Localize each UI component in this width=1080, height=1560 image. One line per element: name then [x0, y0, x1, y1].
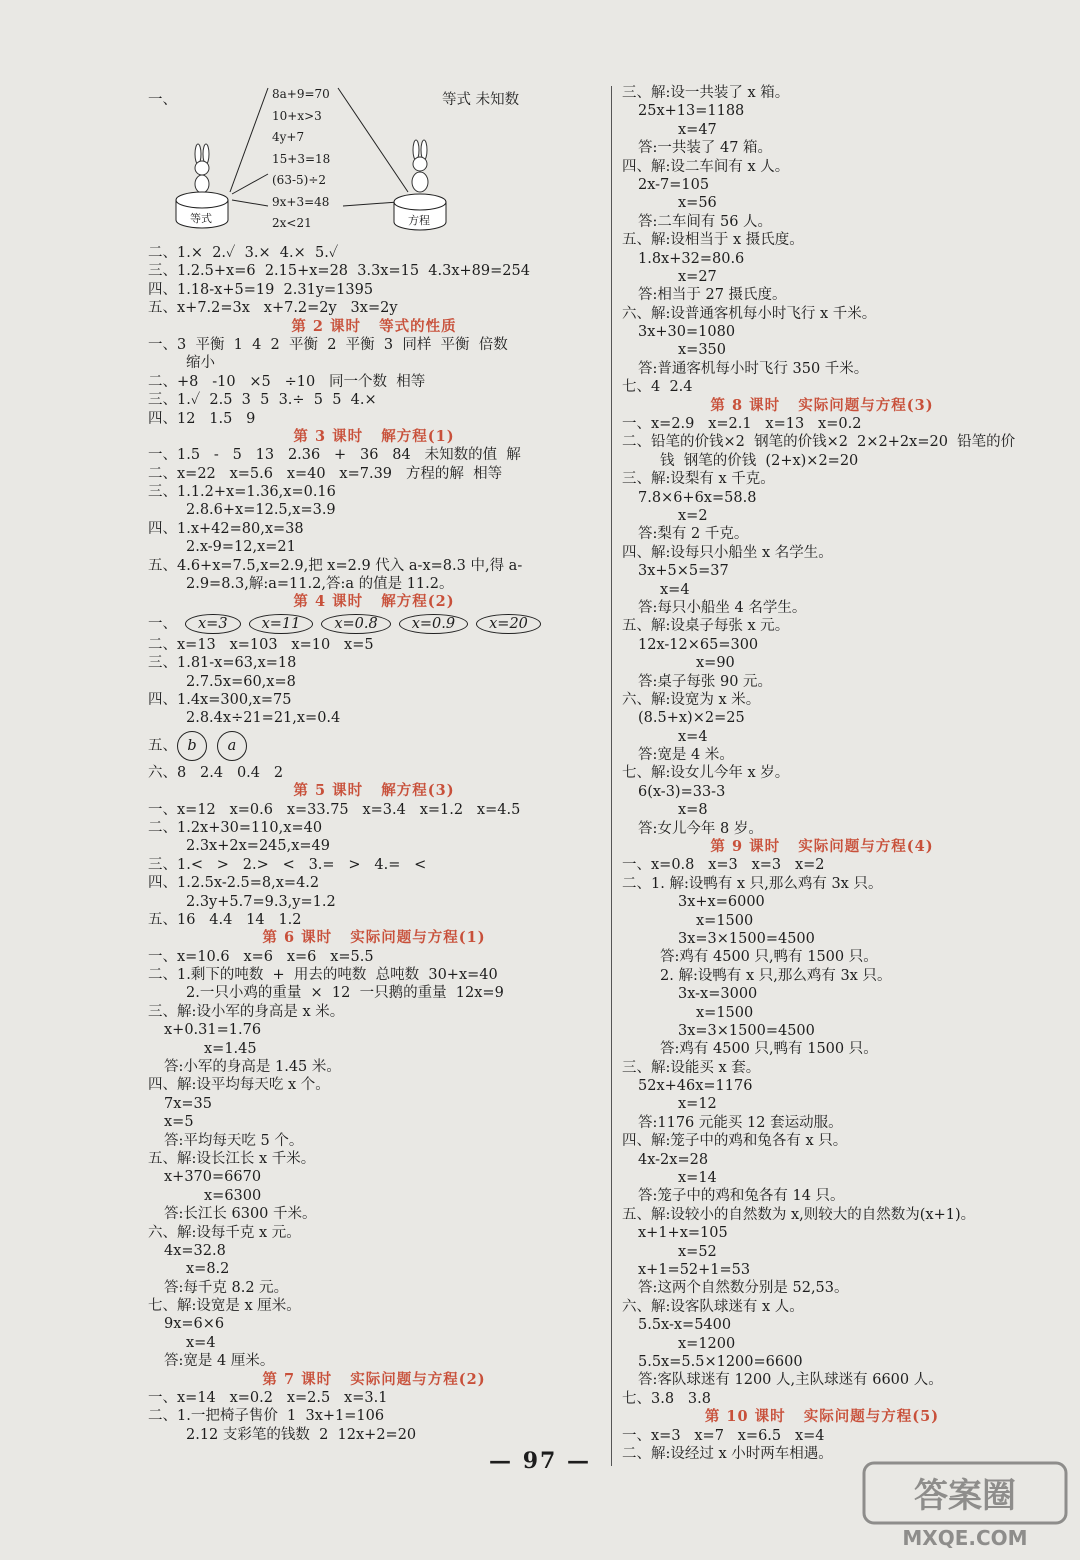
answer-line: 二、x=13 x=103 x=10 x=5 — [148, 636, 374, 653]
answer-line: 答:客队球迷有 1200 人,主队球迷有 6600 人。 — [638, 1372, 943, 1389]
link-line — [338, 88, 408, 192]
answer-line: 六、解:设每千克 x 元。 — [148, 1224, 301, 1241]
answer-line: 一、x=14 x=0.2 x=2.5 x=3.1 — [148, 1390, 388, 1407]
answer-line: 答:相当于 27 摄氏度。 — [638, 287, 787, 304]
answer-line: 9x=6×6 — [164, 1316, 225, 1333]
answer-line: 一、x=3 x=7 x=6.5 x=4 — [622, 1427, 825, 1444]
answer-line: 2.8.4x÷21=21,x=0.4 — [186, 710, 341, 727]
answer-line: 一、3 平衡 1 4 2 平衡 2 平衡 3 同样 平衡 倍数 — [148, 336, 508, 353]
answer-line: 七、解:设宽是 x 厘米。 — [148, 1298, 301, 1315]
answer-line: 2.8.6+x=12.5,x=3.9 — [186, 502, 336, 519]
answer-line: 三、解:设一共装了 x 箱。 — [622, 85, 790, 101]
answer-line: 四、1.2.5x-2.5=8,x=4.2 — [148, 875, 320, 892]
answer-line: 答:宽是 4 厘米。 — [164, 1353, 275, 1370]
rabbit-left-icon — [195, 144, 209, 193]
answer-line: x=27 — [678, 268, 717, 285]
answer-line: x=47 — [678, 121, 717, 138]
answer-line: 25x+13=1188 — [638, 103, 745, 120]
answer-line: 3x=3×1500=4500 — [678, 930, 815, 947]
answer-line: 4x=32.8 — [164, 1242, 226, 1259]
answer-line: 一、x=12 x=0.6 x=33.75 x=3.4 x=1.2 x=4.5 — [148, 801, 521, 818]
answer-line: 五、x+7.2=3x x+7.2=2y 3x=2y — [148, 300, 398, 317]
circled-answer: a — [217, 731, 247, 761]
answer-line: 答:1176 元能买 12 套运动服。 — [638, 1114, 843, 1131]
answer-line: 钱 钢笔的价钱 (2+x)×2=20 — [660, 452, 859, 469]
answer-line: 一、1.5 - 5 13 2.36 + 36 84 未知数的值 解 — [148, 447, 521, 464]
answer-line: 四、解:设平均每天吃 x 个。 — [148, 1077, 330, 1094]
answer-line: 四、解:设每只小船坐 x 名学生。 — [622, 544, 833, 561]
answer-line: 5.5x-x=5400 — [638, 1317, 732, 1334]
answer-line: 三、1.2.5+x=6 2.15+x=28 3.3x=15 4.3x+89=254 — [148, 263, 530, 280]
answer-line: x=90 — [696, 655, 735, 672]
answer-line: 四、解:设二车间有 x 人。 — [622, 158, 790, 175]
row-prefix: 一、 — [148, 615, 177, 632]
answer-line: 2.7.5x=60,x=8 — [186, 673, 296, 690]
answer-line: x=4 — [678, 728, 708, 745]
answer-line: (8.5+x)×2=25 — [638, 710, 745, 727]
answer-line: 一、x=10.6 x=6 x=6 x=5.5 — [148, 948, 374, 965]
answer-line: 2.一只小鸡的重量 × 12 一只鹅的重量 12x=9 — [186, 985, 504, 1002]
link-line — [232, 200, 268, 206]
answer-line: x=1500 — [696, 1004, 754, 1021]
answer-line: 5.5x=5.5×1200=6600 — [638, 1353, 803, 1370]
answer-line: 七、3.8 3.8 — [622, 1390, 711, 1407]
answer-line: x=56 — [678, 195, 717, 212]
answer-line: 52x+46x=1176 — [638, 1078, 753, 1095]
column-divider — [611, 86, 612, 1466]
answer-line: x=8.2 — [186, 1261, 230, 1278]
pedestal-label-right: 方程 — [408, 214, 430, 227]
answer-line: 7x=35 — [164, 1095, 213, 1112]
lesson-heading: 第 7 课时 实际问题与方程(2) — [262, 1370, 486, 1388]
answer-line: 六、解:设宽为 x 米。 — [622, 691, 761, 708]
answer-line: 三、解:设小军的身高是 x 米。 — [148, 1003, 345, 1020]
diagram-prefix: 一、 — [148, 92, 177, 108]
answer-line: 2.12 支彩笔的钱数 2 12x+2=20 — [186, 1426, 417, 1443]
watermark-text-1: 答案圈 — [914, 1476, 1016, 1516]
answer-line: 答:鸡有 4500 只,鸭有 1500 只。 — [660, 949, 878, 966]
answer-line: 六、解:设客队球迷有 x 人。 — [622, 1298, 804, 1315]
lesson-heading: 第 5 课时 解方程(3) — [293, 782, 455, 800]
lesson-heading: 第 9 课时 实际问题与方程(4) — [710, 838, 934, 856]
diagram-expression: 4y+7 — [272, 130, 305, 144]
link-line — [230, 88, 268, 192]
answer-line: 12x-12×65=300 — [638, 636, 759, 653]
answer-line: 缩小 — [186, 355, 215, 372]
answer-line: x=52 — [678, 1243, 717, 1260]
diagram-expression: 9x+3=48 — [272, 194, 330, 209]
answer-line: 4x-2x=28 — [638, 1151, 709, 1168]
answer-line: 6(x-3)=33-3 — [638, 783, 726, 800]
answer-line: 答:每千克 8.2 元。 — [164, 1279, 289, 1296]
answer-line: 七、4 2.4 — [622, 379, 693, 396]
answer-line: x=1200 — [678, 1335, 736, 1352]
answer-line: 五、解:设桌子每张 x 元。 — [622, 618, 790, 635]
diagram-expression: 15+3=18 — [272, 151, 331, 166]
answer-line: 答:宽是 4 米。 — [638, 747, 734, 764]
answer-line: x=350 — [678, 342, 727, 359]
answer-line: 三、1.✓ 2.5 3 5 3.÷ 5 5 4.× — [148, 392, 377, 409]
answer-line: x=1500 — [696, 912, 754, 929]
answer-line: 五、16 4.4 14 1.2 — [148, 911, 302, 928]
answer-line: 2. 解:设鸭有 x 只,那么鸡有 3x 只。 — [660, 967, 892, 984]
answer-line: 答:长江长 6300 千米。 — [164, 1206, 317, 1223]
answer-line: 2x-7=105 — [638, 176, 710, 193]
answer-line: 答:二车间有 56 人。 — [638, 213, 773, 230]
answer-line: 四、1.18-x+5=19 2.31y=1395 — [148, 281, 374, 298]
answer-line: 五、解:设较小的自然数为 x,则较大的自然数为(x+1)。 — [622, 1206, 976, 1223]
answer-line: 3x+x=6000 — [678, 894, 765, 911]
answer-line: x+370=6670 — [164, 1169, 262, 1186]
link-line — [343, 202, 398, 206]
answer-line: 答:平均每天吃 5 个。 — [164, 1132, 304, 1149]
answer-line: 三、解:设能买 x 套。 — [622, 1059, 761, 1076]
diagram-expression: 10+x>3 — [272, 108, 322, 123]
left-answer-lines — [148, 244, 600, 1444]
answer-line: 五、解:设长江长 x 千米。 — [148, 1150, 316, 1167]
answer-line: 四、1.4x=300,x=75 — [148, 691, 292, 708]
answer-line: 答:笼子中的鸡和兔各有 14 只。 — [638, 1188, 845, 1205]
diagram-expression-list — [272, 84, 330, 235]
answer-line: x=8 — [678, 802, 708, 819]
answer-line: x+0.31=1.76 — [164, 1022, 262, 1039]
answer-line: 答:这两个自然数分别是 52,53。 — [638, 1280, 849, 1297]
answer-line: x=6300 — [204, 1187, 262, 1204]
answer-line: 二、1.一把椅子售价 1 3x+1=106 — [148, 1408, 385, 1425]
answer-line: 四、1.x+42=80,x=38 — [148, 520, 304, 537]
answer-line: 二、x=22 x=5.6 x=40 x=7.39 方程的解 相等 — [148, 465, 503, 482]
oval-answer: x=11 — [249, 614, 314, 634]
answer-line: x=12 — [678, 1096, 717, 1113]
answer-line: 3x+30=1080 — [638, 324, 736, 341]
answer-line: 二、解:设经过 x 小时两车相遇。 — [622, 1445, 833, 1462]
answer-line: 二、1.× 2.✓ 3.× 4.× 5.✓ — [148, 245, 339, 261]
answer-line: 二、1. 解:设鸭有 x 只,那么鸡有 3x 只。 — [622, 875, 883, 892]
answer-line: 二、铅笔的价钱×2 钢笔的价钱×2 2×2+2x=20 铅笔的价 — [622, 434, 1016, 451]
answer-line: 五、4.6+x=7.5,x=2.9,把 x=2.9 代入 a-x=8.3 中,得 a- — [148, 557, 523, 574]
answer-line: 答:一共装了 47 箱。 — [638, 140, 773, 157]
answer-line: 答:鸡有 4500 只,鸭有 1500 只。 — [660, 1041, 878, 1058]
answer-line: x=2 — [678, 507, 708, 524]
answer-line: x=14 — [678, 1170, 717, 1187]
answer-line: 二、1.剩下的吨数 + 用去的吨数 总吨数 30+x=40 — [148, 967, 498, 984]
answer-line: x=4 — [186, 1334, 216, 1351]
answer-line: 答:桌子每张 90 元。 — [638, 673, 773, 690]
answer-line: 四、12 1.5 9 — [148, 410, 256, 427]
left-column — [148, 84, 600, 1444]
lesson-heading: 第 10 课时 实际问题与方程(5) — [704, 1408, 940, 1426]
oval-answer: x=0.8 — [321, 614, 390, 634]
answer-line: 一、x=0.8 x=3 x=3 x=2 — [622, 857, 825, 874]
answer-line: 三、1.1.2+x=1.36,x=0.16 — [148, 484, 336, 501]
watermark-text-2: MXQE.COM — [902, 1526, 1028, 1550]
diagram-header: 等式 未知数 — [442, 92, 520, 108]
answer-line: x=5 — [164, 1114, 194, 1131]
answer-line: 7.8×6+6x=58.8 — [638, 489, 757, 506]
answer-line: x+1+x=105 — [638, 1225, 728, 1242]
answer-line: 三、1.81-x=63,x=18 — [148, 655, 297, 672]
answer-line: 三、解:设梨有 x 千克。 — [622, 471, 775, 488]
diagram-expression: (63-5)÷2 — [272, 173, 327, 187]
answer-line: 3x=3×1500=4500 — [678, 1022, 815, 1039]
answer-line: 六、8 2.4 0.4 2 — [148, 764, 284, 781]
lesson-heading: 第 4 课时 解方程(2) — [293, 593, 455, 611]
answer-line: 六、解:设普通客机每小时飞行 x 千米。 — [622, 305, 877, 322]
answer-line: 1.8x+32=80.6 — [638, 250, 745, 267]
answer-line: x=1.45 — [204, 1040, 257, 1057]
oval-answer: x=3 — [185, 614, 241, 634]
answer-line: 2.3y+5.7=9.3,y=1.2 — [186, 893, 336, 910]
answer-line: 五、解:设相当于 x 摄氏度。 — [622, 232, 804, 249]
answer-line: 答:普通客机每小时飞行 350 千米。 — [638, 360, 869, 377]
oval-answer-row — [148, 612, 600, 636]
diagram-expression: 8a+9=70 — [272, 87, 330, 101]
row-prefix: 五、 — [148, 737, 177, 754]
lesson-heading: 第 3 课时 解方程(1) — [293, 427, 455, 445]
page-number: — 97 — — [489, 1448, 591, 1474]
answer-line: 三、1.< > 2.> < 3.= > 4.= < — [148, 856, 427, 873]
answer-line: 2.9=8.3,解:a=11.2,答:a 的值是 11.2。 — [186, 576, 454, 593]
circled-answer: b — [177, 731, 207, 761]
oval-answer: x=0.9 — [399, 614, 468, 634]
oval-answer: x=20 — [476, 614, 541, 634]
answer-line: 3x-x=3000 — [678, 986, 758, 1003]
circle-answer-row — [148, 728, 600, 764]
answer-line: x=4 — [660, 581, 690, 598]
answer-line: 七、解:设女儿今年 x 岁。 — [622, 765, 790, 782]
answer-line: x+1=52+1=53 — [638, 1262, 751, 1278]
right-answer-lines — [622, 84, 1022, 1463]
lesson-heading: 第 6 课时 实际问题与方程(1) — [262, 929, 486, 947]
lesson-heading: 第 8 课时 实际问题与方程(3) — [710, 396, 934, 414]
equation-diagram — [148, 84, 600, 244]
answer-line: 一、x=2.9 x=2.1 x=13 x=0.2 — [622, 416, 862, 433]
answer-line: 答:梨有 2 千克。 — [638, 526, 749, 543]
lesson-heading: 第 2 课时 等式的性质 — [291, 317, 457, 335]
answer-line: 二、1.2x+30=110,x=40 — [148, 819, 323, 836]
watermark-logo — [860, 1459, 1070, 1554]
answer-line: 答:女儿今年 8 岁。 — [638, 820, 763, 837]
answer-line: 2.x-9=12,x=21 — [186, 539, 296, 556]
rabbit-right-icon — [412, 140, 428, 192]
right-column — [622, 84, 1022, 1463]
link-line — [232, 174, 268, 194]
answer-line: 答:每只小船坐 4 名学生。 — [638, 599, 807, 616]
answer-line: 2.3x+2x=245,x=49 — [186, 838, 331, 855]
diagram-expression: 2x<21 — [272, 216, 312, 230]
answer-line: 3x+5×5=37 — [638, 563, 729, 580]
pedestal-label-left: 等式 — [190, 212, 212, 225]
answer-line: 答:小军的身高是 1.45 米。 — [164, 1059, 341, 1076]
answer-line: 二、+8 -10 ×5 ÷10 同一个数 相等 — [148, 373, 426, 390]
answer-line: 四、解:笼子中的鸡和兔各有 x 只。 — [622, 1133, 848, 1150]
